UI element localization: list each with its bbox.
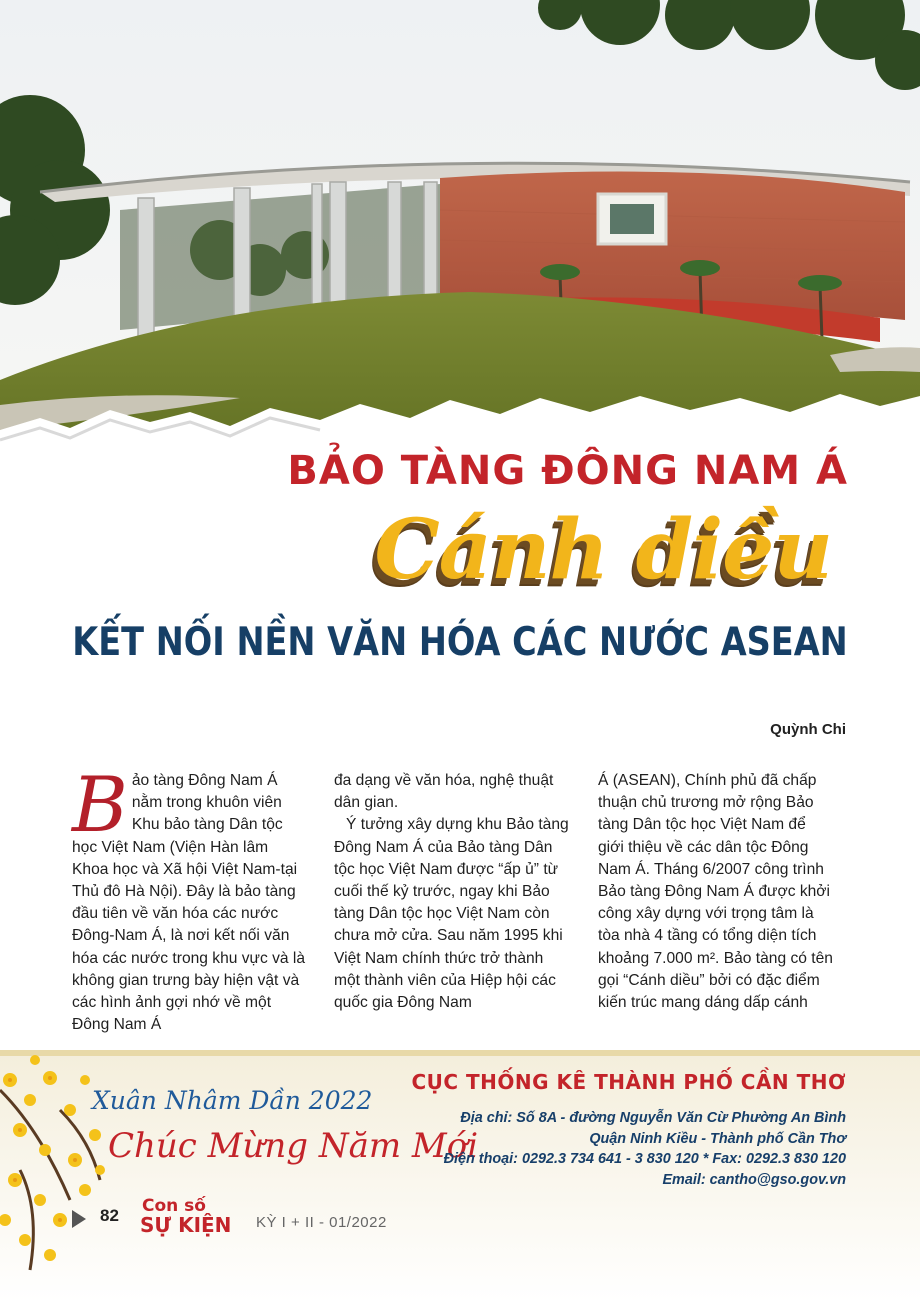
issue-label: KỲ I + II - 01/2022 bbox=[256, 1214, 387, 1231]
hero-photo bbox=[0, 0, 920, 470]
organization-name: CỤC THỐNG KÊ THÀNH PHỐ CẦN THƠ bbox=[411, 1070, 846, 1094]
page-footer-bar bbox=[72, 1196, 412, 1237]
phone-fax: Điện thoại: 0292.3 734 641 - 3 830 120 * Fax: 0292.3 830 120 bbox=[443, 1151, 846, 1167]
drop-cap: B bbox=[72, 760, 128, 849]
article-body bbox=[72, 760, 848, 1040]
column-1 bbox=[72, 760, 307, 1036]
column-1-text: ảo tàng Đông Nam Á nằm trong khuôn viên Khu bảo tàng Dân tộc học Việt Nam (Viện Hàn lâm Khoa học và Xã hội Việt Nam-tại Thủ đô Hà Nội). Đây là bảo tàng đầu tiên về văn hóa các nước Đông-Nam Á, là nơi kết nối văn hóa các nước trong khu vực và là không gian trưng bày hiện vật và các hình ảnh gợi nhớ về một Đông Nam Á bbox=[72, 772, 306, 1034]
title-line-3: KẾT NỐI NỀN VĂN HÓA CÁC NƯỚC ASEAN bbox=[72, 620, 848, 665]
column-2-paragraph-2: Ý tưởng xây dựng khu Bảo tàng Đông Nam Á của Bảo tàng Dân tộc học Việt Nam được “ấp ủ” từ cuối thế kỷ trước, ngay khi Bảo tàng Dân tộc học Việt Nam còn chưa mở cửa. Sau năm 1995 khi Việt Nam chính thức trở thành một thành viên của Hiệp hội các quốc gia Đông Nam bbox=[334, 816, 569, 1012]
title-line-1: BẢO TÀNG ĐÔNG NAM Á bbox=[287, 448, 848, 494]
page-arrow-icon bbox=[72, 1210, 86, 1228]
address-line-2: Quận Ninh Kiều - Thành phố Cần Thơ bbox=[589, 1130, 846, 1147]
contact-info bbox=[444, 1108, 846, 1190]
page-number: 82 bbox=[100, 1206, 119, 1225]
title-line-2: Cánh diều bbox=[374, 502, 832, 598]
column-2 bbox=[334, 770, 569, 1014]
greeting-new-year: Chúc Mừng Năm Mới bbox=[108, 1126, 479, 1166]
column-3 bbox=[598, 770, 833, 1014]
article-author: Quỳnh Chi bbox=[770, 721, 846, 738]
email: Email: cantho@gso.gov.vn bbox=[662, 1171, 846, 1188]
footer-advertisement bbox=[0, 1050, 920, 1302]
column-2-paragraph-1: đa dạng về văn hóa, nghệ thuật dân gian. bbox=[334, 772, 554, 812]
address-line-1: Địa chỉ: Số 8A - đường Nguyễn Văn Cừ Phường An Bình bbox=[460, 1110, 846, 1126]
greeting-year: Xuân Nhâm Dần 2022 bbox=[92, 1086, 373, 1115]
magazine-brand-top: Con số bbox=[142, 1196, 206, 1216]
magazine-brand-bottom: SỰ KIỆN bbox=[140, 1213, 232, 1237]
column-3-text: Á (ASEAN), Chính phủ đã chấp thuận chủ trương mở rộng Bảo tàng Dân tộc học Việt Nam để giới thiệu về các dân tộc Đông Nam Á. Tháng 6/2007 công trình Bảo tàng Đông Nam Á được khởi công xây dựng với trọng tâm là tòa nhà 4 tầng có tổng diện tích khoảng 7.000 m². Bảo tàng có tên gọi “Cánh diều” bởi có đặc điểm kiến trúc mang dáng dấp cánh bbox=[598, 772, 833, 1012]
